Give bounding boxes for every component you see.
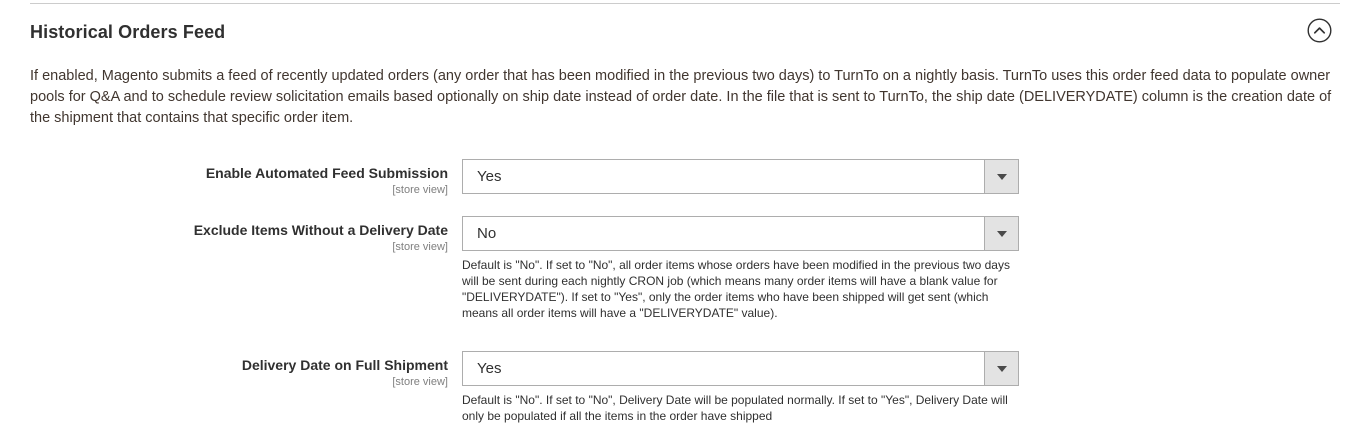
store-view-scope-label: [store view] bbox=[392, 241, 448, 253]
select-value: No bbox=[477, 225, 497, 242]
select-value: Yes bbox=[477, 360, 502, 377]
section-description: If enabled, Magento submits a feed of recently updated orders (any order that has been modified in the previous two days) to TurnTo on a nightly basis. TurnTo uses this order feed data to populate owner pools for Q&A and to schedule review solicitation emails based optionally on ship date instead of order date. In the file that is sent to TurnTo, the ship date (DELIVERYDATE) column is the creation date of the shipment that contains that specific order item. bbox=[30, 68, 1332, 126]
store-view-scope-label: [store view] bbox=[392, 376, 448, 388]
dropdown-arrow-icon bbox=[984, 217, 1018, 250]
store-view-scope-label: [store view] bbox=[392, 184, 448, 196]
exclude-items-without-delivery-date-select[interactable] bbox=[462, 216, 1019, 251]
field-row-exclude-items-without-delivery-date bbox=[30, 216, 1340, 331]
field-label-column bbox=[30, 351, 448, 388]
delivery-date-on-full-shipment-select[interactable] bbox=[462, 351, 1019, 386]
chevron-up-circle-icon bbox=[1307, 18, 1332, 46]
field-control-column bbox=[462, 159, 1019, 194]
field-label: Delivery Date on Full Shipment bbox=[241, 357, 448, 373]
field-row-enable-automated-feed-submission bbox=[30, 159, 1340, 196]
field-control-column bbox=[462, 351, 1019, 434]
field-label: Enable Automated Feed Submission bbox=[205, 165, 448, 181]
field-control-column bbox=[462, 216, 1019, 331]
form-fields bbox=[30, 159, 1340, 434]
historical-orders-feed-section bbox=[30, 3, 1340, 434]
field-row-delivery-date-on-full-shipment bbox=[30, 351, 1340, 434]
field-label: Exclude Items Without a Delivery Date bbox=[193, 222, 448, 238]
section-header bbox=[30, 4, 1340, 50]
field-label-column bbox=[30, 159, 448, 196]
dropdown-arrow-icon bbox=[984, 352, 1018, 385]
field-label-column bbox=[30, 216, 448, 253]
enable-automated-feed-submission-select[interactable] bbox=[462, 159, 1019, 194]
field-note: Default is "No". If set to "No", all order items whose orders have been modified in the previous two days will be sent during each nightly CRON job (which means many order items will have a blank value for "DELIVERYDATE"). If set to "Yes", only the order items who have been shipped will get sent (which means all order items will have a "DELIVERYDATE" value). bbox=[462, 258, 1010, 320]
select-value: Yes bbox=[477, 168, 502, 185]
collapse-section-button[interactable] bbox=[1307, 20, 1332, 45]
field-note: Default is "No". If set to "No", Delivery Date will be populated normally. If set to "Yes", Delivery Date will only be populated if all the items in the order have shipped bbox=[462, 393, 1008, 423]
page-title: Historical Orders Feed bbox=[30, 21, 226, 42]
dropdown-arrow-icon bbox=[984, 160, 1018, 193]
